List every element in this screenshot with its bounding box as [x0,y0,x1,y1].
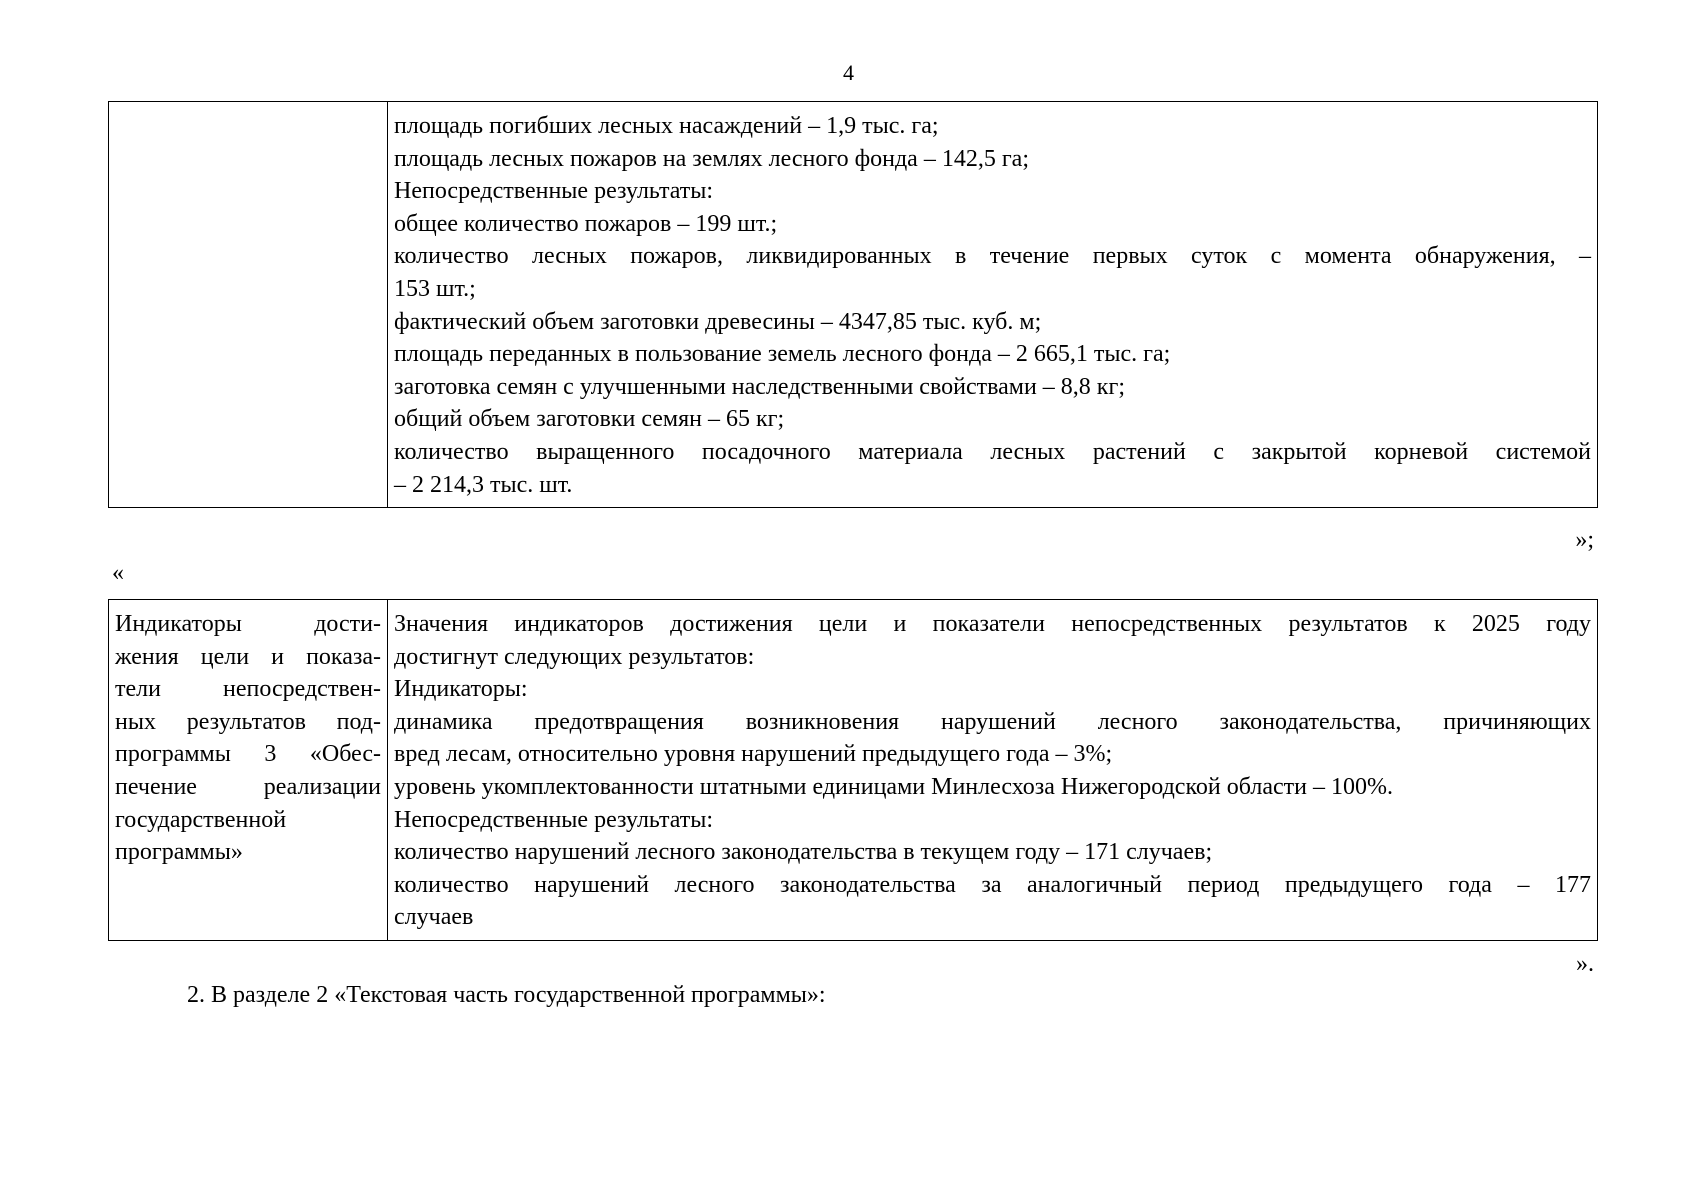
text-line: общий объем заготовки семян – 65 кг; [394,406,785,433]
text-line: достигнут следующих результатов: [394,643,755,670]
text-line: Непосредственные результаты: [394,178,714,205]
text-line: 153 шт.; [394,275,476,302]
label-line: ных результатов под- [115,708,381,735]
text-line: – 2 214,3 тыс. шт. [394,471,573,498]
label-line: Индикаторы дости- [115,611,381,637]
text-line: случаев [394,904,474,931]
text-line: Значения индикаторов достижения цели и показатели непосредственных результатов к 2025 году [394,611,1591,637]
label-line: программы 3 «Обес- [115,741,381,768]
label-line: печение реализации [115,773,381,800]
text-line: Индикаторы: [394,676,528,703]
table-row [109,102,1598,508]
label-line: государственной [115,806,287,833]
opening-quote: « [112,560,124,586]
closing-quote: ». [1576,951,1594,977]
table-cell-label [109,600,388,941]
table-cell-content [388,600,1598,941]
label-line: жения цели и показа- [115,643,381,670]
text-line: заготовка семян с улучшенными наследственными свойствами – 8,8 кг; [394,373,1125,400]
page-number: 4 [843,60,854,85]
table-subprogram-3-indicators [108,599,1598,941]
label-line: программы» [115,839,243,866]
text-line: площадь погибших лесных насаждений – 1,9 тыс. га; [394,113,939,139]
table-indicators-continued [108,101,1598,508]
text-line: общее количество пожаров – 199 шт.; [394,210,778,237]
text-line: уровень укомплектованности штатными единицами Минлесхоза Нижегородской области – 100%. [394,773,1393,800]
text-line: количество нарушений лесного законодательства в текущем году – 171 случаев; [394,839,1213,866]
text-line: Непосредственные результаты: [394,806,714,833]
section-paragraph: 2. В разделе 2 «Текстовая часть государственной программы»: [187,982,826,1008]
text-line: площадь переданных в пользование земель лесного фонда – 2 665,1 тыс. га; [394,341,1171,368]
table-cell-label [109,102,388,508]
text-line: количество лесных пожаров, ликвидированных в течение первых суток с момента обнаружения, – [394,243,1591,270]
table-cell-content [388,102,1598,508]
text-line: динамика предотвращения возникновения нарушений лесного законодательства, причиняющих [394,708,1591,735]
text-line: фактический объем заготовки древесины – 4347,85 тыс. куб. м; [394,308,1042,335]
text-line: количество выращенного посадочного материала лесных растений с закрытой корневой системой [394,438,1591,465]
text-line: количество нарушений лесного законодательства за аналогичный период предыдущего года – 177 [394,871,1591,898]
label-line: тели непосредствен- [115,676,381,703]
table-row [109,600,1598,941]
closing-quote: »; [1575,527,1594,553]
text-line: площадь лесных пожаров на землях лесного фонда – 142,5 га; [394,145,1029,172]
text-line: вред лесам, относительно уровня нарушений предыдущего года – 3%; [394,741,1113,768]
